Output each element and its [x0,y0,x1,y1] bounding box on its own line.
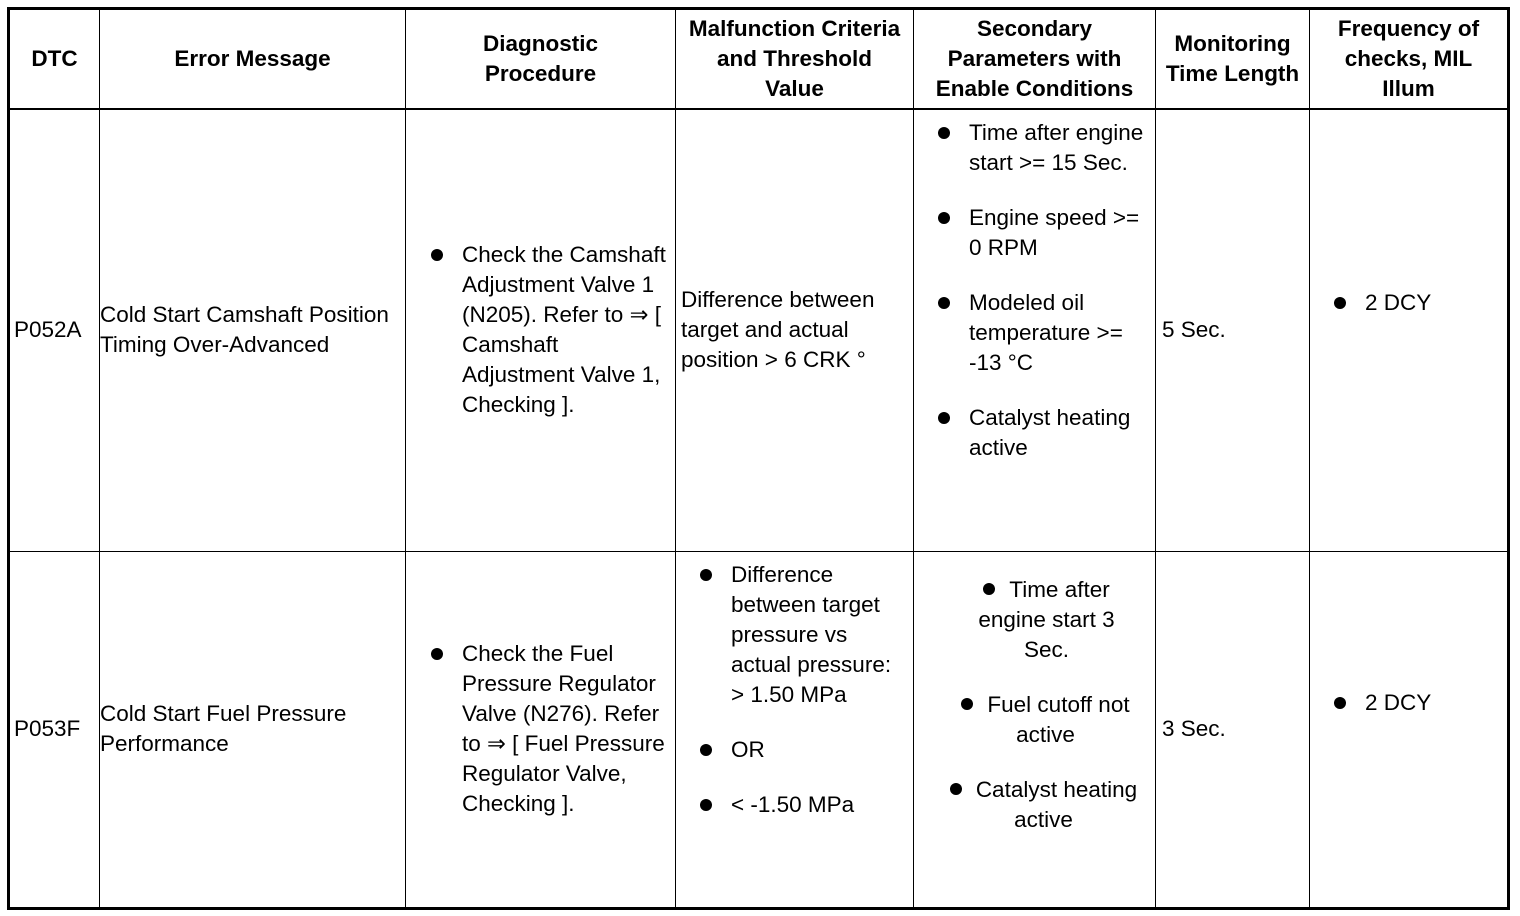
header-diagnostic-procedure: Diagnostic Procedure [406,9,676,109]
bullet-icon [700,744,712,756]
header-malfunction-criteria: Malfunction Criteria and Threshold Value [676,9,914,109]
header-row [9,9,1509,109]
list-item: Modeled oil temperature >= -13 °C [914,288,1147,378]
secondary-parameters [914,109,1156,552]
error-message: Cold Start Fuel Pressure Performance [100,551,406,908]
monitoring-time: 3 Sec. [1156,551,1310,908]
bullet-icon [938,127,950,139]
list-item: < -1.50 MPa [676,790,905,820]
list-item: Time after engine start 3 Sec. [978,576,1115,662]
diagnostic-procedure-list [406,240,667,420]
bullet-icon [431,249,443,261]
bullet-icon [938,412,950,424]
bullet-icon [938,212,950,224]
header-secondary-parameters: Secondary Parameters with Enable Conditions [914,9,1156,109]
malfunction-criteria [676,551,914,908]
bullet-icon [1334,697,1346,709]
bullet-icon [961,698,973,710]
secondary-parameters-list [914,118,1147,463]
list-item: 2 DCY [1310,688,1507,718]
table-row [9,109,1509,552]
bullet-icon [700,569,712,581]
error-message: Cold Start Camshaft Position Timing Over-Advanced [100,109,406,552]
header-monitoring-time: Monitoring Time Length [1156,9,1310,109]
list-item: OR [676,735,905,765]
secondary-parameters-list [914,575,1155,835]
dtc-code: P053F [9,551,100,908]
bullet-icon [950,783,962,795]
link-arrow-icon: ⇒ [629,302,649,329]
list-item: Fuel cutoff not active [914,690,1155,750]
procedure-link[interactable]: [ Camshaft Adjustment Valve 1, Checking ]. [462,302,661,418]
malfunction-criteria-list [676,560,905,820]
dtc-table [7,7,1510,910]
list-item: 2 DCY [1310,288,1507,318]
procedure-text: Check the Camshaft Adjustment Valve 1 (N205). Refer to [462,242,666,328]
dtc-code: P052A [9,109,100,552]
frequency [1310,109,1509,552]
procedure-text: Check the Fuel Pressure Regulator Valve (N276). Refer to [462,641,660,757]
diagnostic-procedure [406,551,676,908]
bullet-icon [983,583,995,595]
list-item [406,240,667,420]
bullet-icon [431,648,443,660]
frequency-list [1310,288,1507,318]
procedure-link[interactable]: [ Fuel Pressure Regulator Valve, Checking ]. [462,731,665,817]
list-item: Catalyst heating active [914,403,1147,463]
list-item [406,639,667,819]
list-item: Time after engine start >= 15 Sec. [914,118,1147,178]
diagnostic-procedure [406,109,676,552]
frequency [1310,551,1509,908]
frequency-list [1310,688,1507,718]
monitoring-time: 5 Sec. [1156,109,1310,552]
list-item: Engine speed >= 0 RPM [914,203,1147,263]
link-arrow-icon: ⇒ [487,731,506,758]
header-dtc: DTC [9,9,100,109]
secondary-parameters [914,551,1156,908]
header-error-message: Error Message [100,9,406,109]
bullet-icon [700,799,712,811]
bullet-icon [1334,297,1346,309]
malfunction-criteria: Difference between target and actual position > 6 CRK ° [676,109,914,552]
diagnostic-procedure-list [406,639,667,819]
header-frequency: Frequency of checks, MIL Illum [1310,9,1509,109]
bullet-icon [938,297,950,309]
list-item: Catalyst heating active [914,775,1155,835]
list-item: Difference between target pressure vs actual pressure: > 1.50 MPa [676,560,905,710]
table-row [9,551,1509,908]
